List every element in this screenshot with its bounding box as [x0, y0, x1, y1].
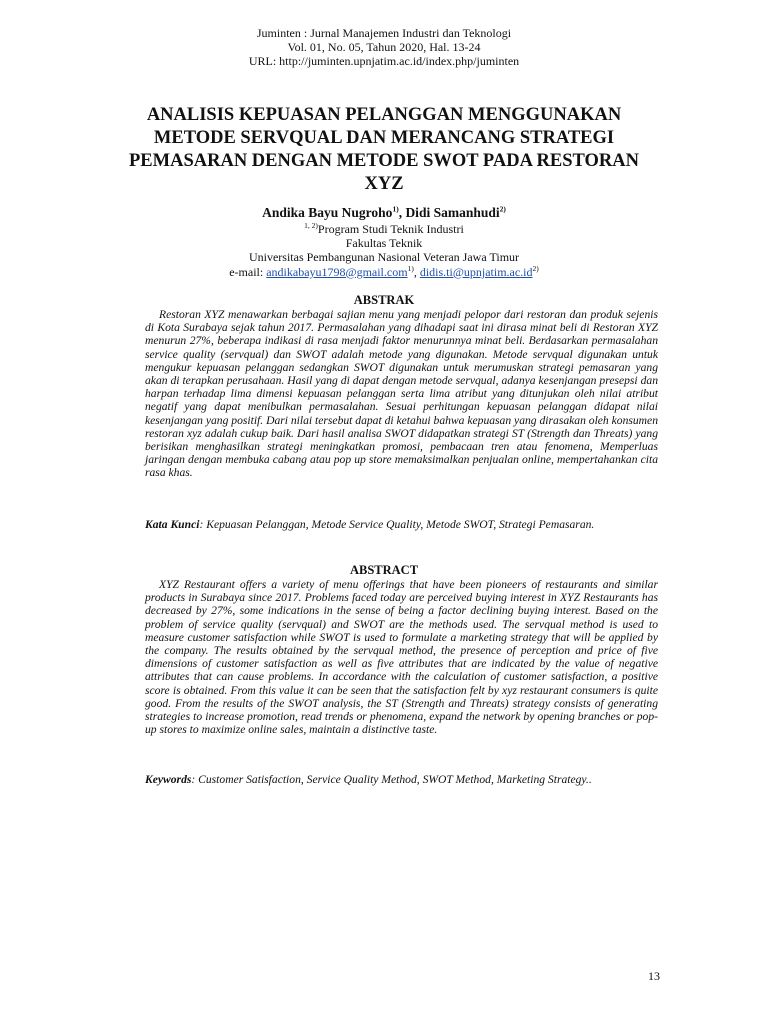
email-line	[0, 265, 768, 279]
journal-url: URL: http://juminten.upnjatim.ac.id/index.php/juminten	[248, 54, 520, 68]
author-affiliation-mark: 1)	[392, 204, 399, 214]
author-list	[0, 205, 768, 221]
author-separator: ,	[398, 205, 406, 220]
email-label: e-mail:	[229, 264, 267, 279]
program-name: Program Studi Teknik Industri	[317, 222, 464, 236]
affiliation-university: Universitas Pembangunan Nasional Veteran Jawa Timur	[248, 250, 520, 265]
affiliation-block	[0, 222, 768, 279]
journal-header	[0, 26, 768, 68]
email-mark: 1)	[407, 263, 414, 273]
keywords-label: Keywords	[145, 773, 192, 786]
email-mark: 2)	[532, 263, 539, 273]
paper-title: ANALISIS KEPUASAN PELANGGAN MENGGUNAKAN METODE SERVQUAL DAN MERANCANG STRATEGI PEMASARAN DENGAN METODE SWOT PADA RESTORAN XYZ	[128, 105, 639, 194]
affiliation-faculty: Fakultas Teknik	[345, 236, 423, 251]
keywords-text: : Customer Satisfaction, Service Quality Method, SWOT Method, Marketing Strategy..	[191, 773, 592, 786]
author-name: Didi Samanhudi	[405, 205, 500, 220]
page-number: 13	[648, 969, 660, 983]
keywords-line	[145, 773, 658, 786]
kata-kunci-text: : Kepuasan Pelanggan, Metode Service Quality, Metode SWOT, Strategi Pemasaran.	[199, 518, 595, 531]
kata-kunci-label: Kata Kunci	[145, 518, 200, 531]
abstract-heading: ABSTRACT	[349, 563, 419, 577]
affiliation-mark: 1, 2)	[304, 221, 318, 230]
email-link[interactable]: didis.ti@upnjatim.ac.id	[419, 264, 533, 279]
abstrak-body: Restoran XYZ menawarkan berbagai sajian menu yang menjadi pelopor dari restoran dan produk sejenis di Kota Surabaya sejak tahun 2017. Permasalahan yang dihadapi saat ini dirasa minat beli di Restoran XYZ menurun 27%, beberapa indikasi di rasa menjadi faktor menurunnya minat beli. Berdasarkan permasalahan service quality (servqual) dan SWOT adalah metode yang digunakan. Metode servqual digunakan untuk mengukur kepuasan pelanggan sedangkan SWOT digunakan untuk merumuskan strategi pemasaran yang akan di terapkan perusahaan. Hasil yang di dapat dengan metode servqual, adanya kesenjangan presepsi dan harpan terhadap lima dimensi kepuasan pelanggan serta lima atribut yang ditunjukan oleh nilai atribut negatif yang dapat menibulkan permasalahan. Sesuai perhitungan kepuasan pelanggan didapat nilai kesenjangan yang positif. Dari nilai tersebut dapat di ketahui bahwa kepuasan yang dirasakan oleh konsumen restoran xyz adalah cukup baik. Dari hasil analisa SWOT didapatkan strategi ST (Strength dan Threats) yang berisikan menghasilkan strategi meningkatkan promosi, pembacaan tren atau fenomena, Memperluas jaringan dengan membuka cabang atau pop up store memaksimalkan penjualan online, mempertahankan cita rasa khas.	[145, 308, 658, 480]
abstract-body: XYZ Restaurant offers a variety of menu offerings that have been pioneers of restaurants and similar products in Surabaya since 2017. Problems faced today are perceived buying interest in XYZ Restaurants has decreased by 27%, some indications in the sense of being a factor declining buying interest. Based on the problem of service quality (servqual) and SWOT are the methods used. The servqual method is used to measure customer satisfaction while SWOT is used to formulate a marketing strategy that will be applied by the company. The results obtained by the servqual method, the presence of perception and price of five dimensions of customer satisfaction as well as five attributes that are indicated by the value of negative attributes that can cause problems. In accordance with the calculation of customer satisfaction, a positive score is obtained. From this value it can be seen that the satisfaction felt by xyz restaurant consumers is quite good. From the results of the SWOT analysis, the ST (Strength and Threats) strategy consists of generating strategies to increase promotion, read trends or phenomena, expand the network by opening branches or pop-up stores to maximize online sales, maintain a distinctive taste.	[145, 578, 658, 737]
kata-kunci-line	[145, 518, 658, 531]
author-name: Andika Bayu Nugroho	[262, 205, 393, 220]
author-affiliation-mark: 2)	[499, 204, 506, 214]
affiliation-program	[0, 222, 768, 236]
journal-name: Juminten : Jurnal Manajemen Industri dan Teknologi	[256, 26, 512, 40]
email-separator: ,	[413, 264, 420, 279]
journal-volume: Vol. 01, No. 05, Tahun 2020, Hal. 13-24	[287, 40, 481, 54]
email-link[interactable]: andikabayu1798@gmail.com	[266, 264, 408, 279]
abstrak-heading: ABSTRAK	[353, 293, 415, 307]
